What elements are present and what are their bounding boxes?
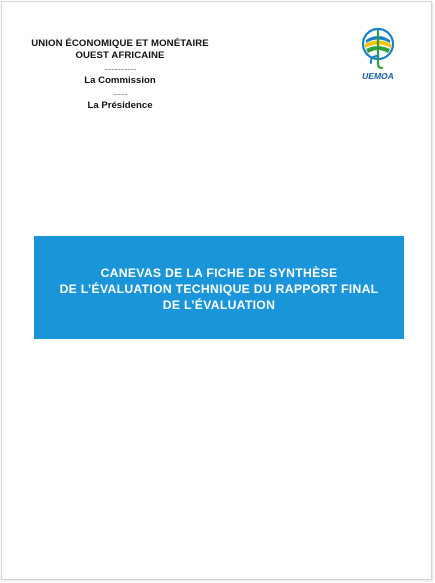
title-line-3: DE L’ÉVALUATION — [162, 297, 276, 312]
title-line-1: CANEVAS DE LA FICHE DE SYNTHÈSE — [100, 265, 338, 280]
separator-dots: ...................... — [104, 65, 136, 72]
organization-header — [20, 38, 220, 112]
commission-label: La Commission — [84, 75, 156, 86]
uemoa-logo-icon — [359, 26, 397, 82]
org-name-line-2: OUEST AFRICAINE — [75, 50, 165, 61]
document-title-banner — [34, 236, 404, 339]
org-name-line-1: UNION ÉCONOMIQUE ET MONÉTAIRE — [31, 38, 209, 49]
separator-dots-short: .......... — [112, 90, 128, 97]
document-page — [1, 1, 432, 580]
logo-text: UEMOA — [362, 71, 394, 81]
title-line-2: DE L’ÉVALUATION TECHNIQUE DU RAPPORT FINAL — [59, 281, 379, 296]
presidence-label: La Présidence — [87, 100, 153, 111]
uemoa-logo-graphic — [359, 26, 397, 82]
